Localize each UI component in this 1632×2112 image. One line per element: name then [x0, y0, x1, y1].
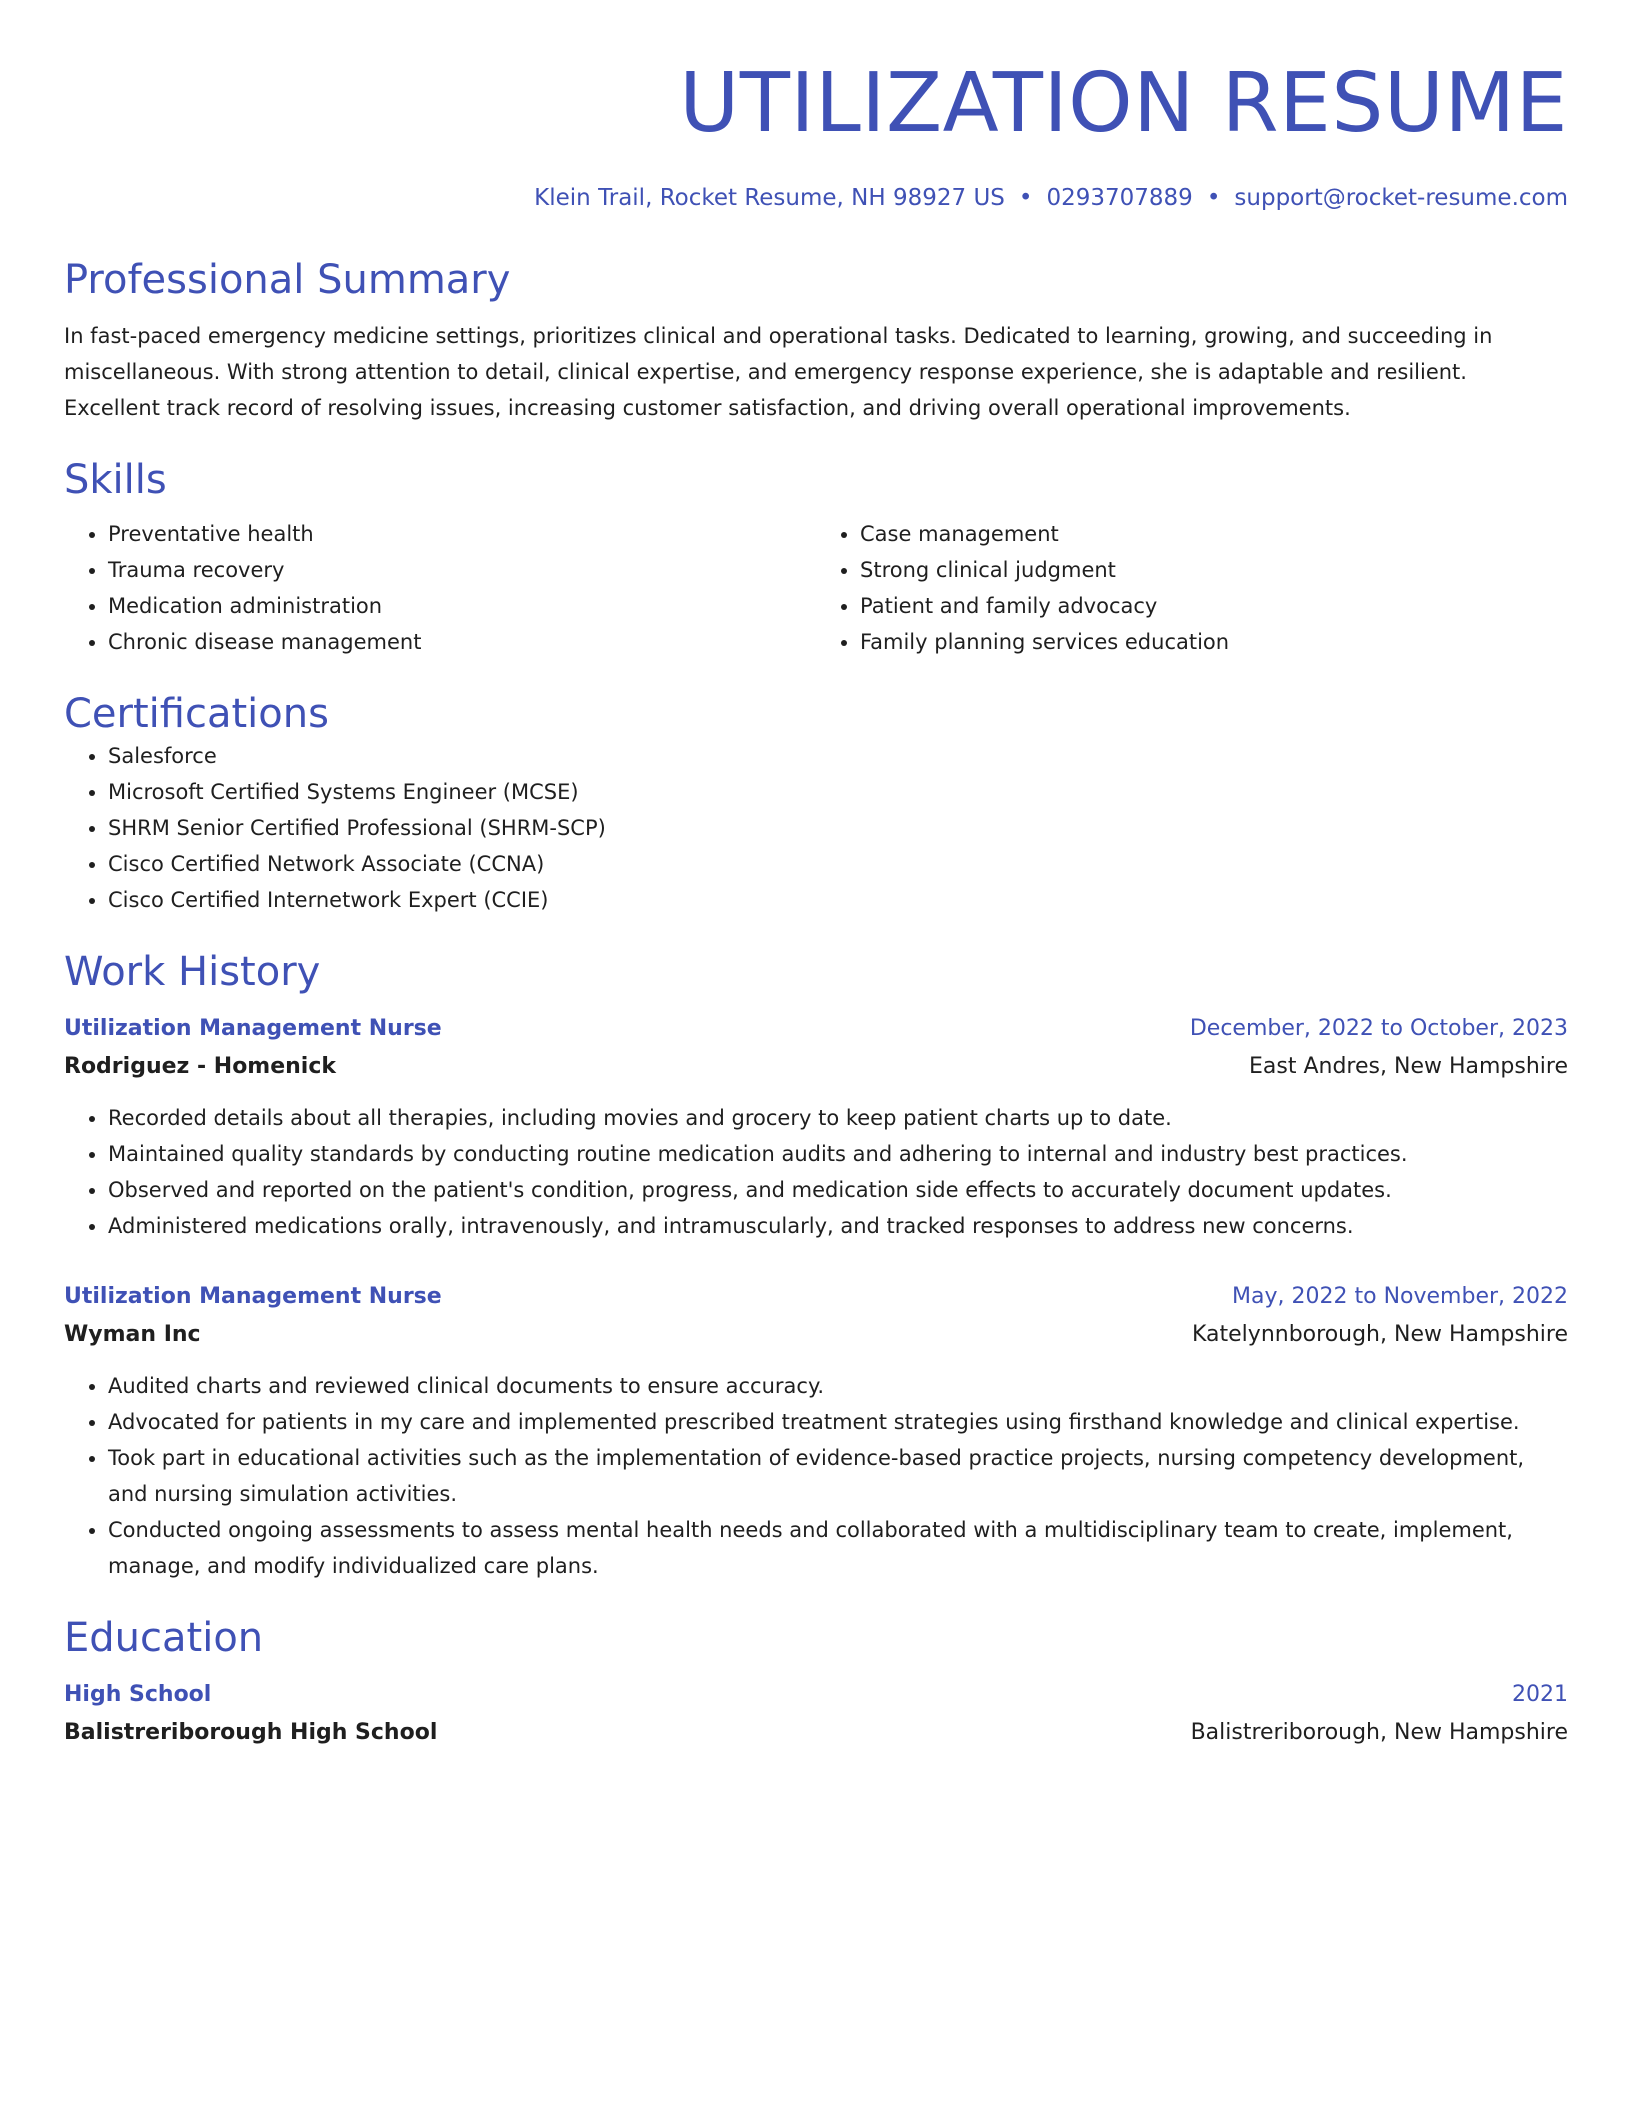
job-bullet: • Audited charts and reviewed clinical documents to ensure accuracy. [108, 1368, 1568, 1404]
job-bullets [64, 1100, 1568, 1244]
certification-item: • Microsoft Certified Systems Engineer (MCSE) [108, 774, 1568, 810]
job-bullet: • Administered medications orally, intravenously, and intramuscularly, and tracked responses to address new concerns. [108, 1208, 1568, 1244]
job-bullet: • Maintained quality standards by conducting routine medication audits and adhering to internal and industry best practices. [108, 1136, 1568, 1172]
contact-address: Klein Trail, Rocket Resume, NH 98927 US [534, 185, 1005, 211]
resume-header [64, 56, 1568, 214]
skills-column-right [816, 516, 1568, 660]
skill-item: • Preventative health [108, 516, 816, 552]
certification-item: • Cisco Certified Internetwork Expert (CCIE) [108, 882, 1568, 918]
education-degree-row [64, 1676, 1568, 1714]
skills-column-left [64, 516, 816, 660]
skill-item: • Patient and family advocacy [860, 588, 1568, 624]
skill-item: • Medication administration [108, 588, 816, 624]
certification-item: • Salesforce [108, 738, 1568, 774]
contact-separator: • [1018, 185, 1033, 211]
skill-item: • Chronic disease management [108, 624, 816, 660]
skill-item: • Strong clinical judgment [860, 552, 1568, 588]
certification-item: • SHRM Senior Certified Professional (SHRM-SCP) [108, 810, 1568, 846]
summary-heading: Professional Summary [64, 257, 511, 303]
work-history-heading: Work History [64, 949, 321, 995]
job-title: Utilization Management Nurse [64, 1284, 442, 1309]
skills-list-right [816, 516, 1568, 660]
job-bullets [64, 1368, 1568, 1584]
contact-line [64, 182, 1568, 214]
contact-phone: 0293707889 [1046, 185, 1193, 211]
job-bullet: • Advocated for patients in my care and implemented prescribed treatment strategies using firsthand knowledge and clinical expertise. [108, 1404, 1568, 1440]
skills-grid [64, 516, 1568, 660]
job-dates: December, 2022 to October, 2023 [1189, 1016, 1568, 1041]
education-entry [64, 1676, 1568, 1752]
certifications-list [64, 738, 1568, 918]
job-bullet: • Took part in educational activities such as the implementation of evidence-based practice projects, nursing competency development, and nursing simulation activities. [108, 1440, 1568, 1512]
job-entry [64, 1278, 1568, 1584]
job-dates: May, 2022 to November, 2022 [1232, 1284, 1568, 1309]
summary-text: In fast-paced emergency medicine settings, prioritizes clinical and operational tasks. Dedicated to learning, growing, and succeeding in miscellaneous. With strong attention to detail, clinical expertise, and emergency response experience, she is adaptable and resilient. Excellent track record of resolving issues, increasing customer satisfaction, and driving overall operational improvements. [64, 324, 1493, 420]
job-company: Wyman Inc [64, 1322, 201, 1347]
contact-email[interactable]: support@rocket-resume.com [1234, 185, 1568, 211]
education-location: Balistreriborough, New Hampshire [1190, 1720, 1568, 1745]
education-degree: High School [64, 1682, 212, 1707]
job-bullet: • Conducted ongoing assessments to assess mental health needs and collaborated with a multidisciplinary team to create, implement, manage, and modify individualized care plans. [108, 1512, 1568, 1584]
job-entry [64, 1010, 1568, 1244]
skills-heading: Skills [64, 457, 167, 503]
job-bullet: • Observed and reported on the patient's condition, progress, and medication side effects to accurately document updates. [108, 1172, 1568, 1208]
certifications-heading: Certifications [64, 691, 329, 737]
job-company-row [64, 1048, 1568, 1086]
education-heading: Education [64, 1615, 264, 1661]
skill-item: • Trauma recovery [108, 552, 816, 588]
job-company-row [64, 1316, 1568, 1354]
skill-item: • Case management [860, 516, 1568, 552]
job-company: Rodriguez - Homenick [64, 1054, 337, 1079]
education-school: Balistreriborough High School [64, 1720, 438, 1745]
education-school-row [64, 1714, 1568, 1752]
skill-item: • Family planning services education [860, 624, 1568, 660]
job-location: Katelynnborough, New Hampshire [1192, 1322, 1568, 1347]
skills-list-left [64, 516, 816, 660]
job-title: Utilization Management Nurse [64, 1016, 442, 1041]
job-bullet: • Recorded details about all therapies, including movies and grocery to keep patient charts up to date. [108, 1100, 1568, 1136]
contact-separator: • [1206, 185, 1221, 211]
job-title-row [64, 1010, 1568, 1048]
certification-item: • Cisco Certified Network Associate (CCNA) [108, 846, 1568, 882]
education-year: 2021 [1512, 1682, 1568, 1707]
job-title-row [64, 1278, 1568, 1316]
resume-name: UTILIZATION RESUME [679, 56, 1568, 151]
job-location: East Andres, New Hampshire [1249, 1054, 1568, 1079]
